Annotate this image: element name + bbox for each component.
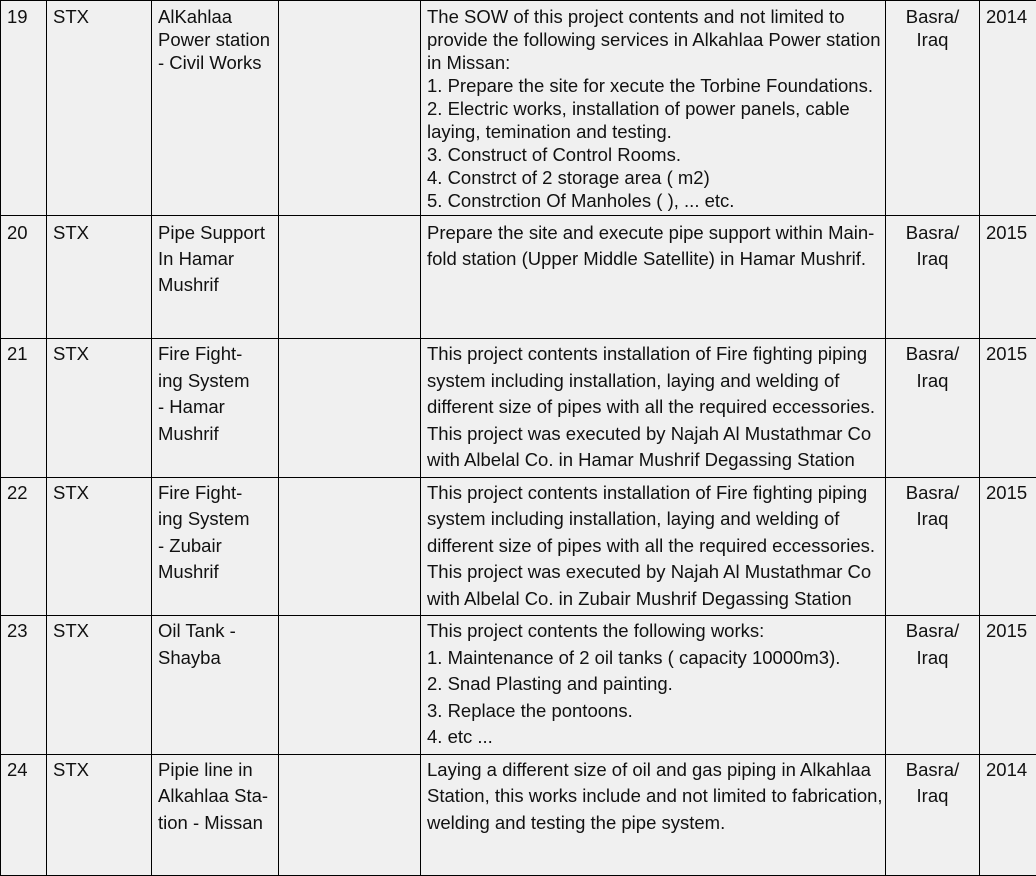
project-name-cell-line: Mushrif xyxy=(158,559,272,586)
project-name-cell-line: Power station xyxy=(158,28,272,51)
client-cell xyxy=(279,216,421,339)
location-cell-line: Basra/ xyxy=(892,220,973,246)
project-name-cell xyxy=(152,754,279,875)
project-name-cell-line: In Hamar xyxy=(158,246,272,272)
project-name-cell xyxy=(152,1,279,216)
description-cell-line: 1. Prepare the site for xecute the Torbine Foundations. xyxy=(427,74,879,97)
description-cell xyxy=(421,339,886,478)
description-cell xyxy=(421,216,886,339)
description-cell-line: Laying a different size of oil and gas piping in Alkahlaa xyxy=(427,757,879,784)
year-cell: 2014 xyxy=(980,1,1036,216)
description-cell-line: Prepare the site and execute pipe support within Main- xyxy=(427,220,879,246)
description-cell-line: welding and testing the pipe system. xyxy=(427,810,879,837)
project-name-cell-line: Alkahlaa Sta- xyxy=(158,783,272,810)
description-cell xyxy=(421,477,886,616)
row-number-cell: 23 xyxy=(1,616,47,755)
location-cell xyxy=(886,339,980,478)
description-cell-line: with Albelal Co. in Zubair Mushrif Degassing Station xyxy=(427,586,879,613)
projects-table-body xyxy=(1,1,1036,876)
description-cell-line: This project contents the following works: xyxy=(427,618,879,645)
project-name-cell-line: ing System xyxy=(158,368,272,395)
description-cell-line: This project contents installation of Fire fighting piping xyxy=(427,341,879,368)
client-cell xyxy=(279,1,421,216)
year-cell: 2015 xyxy=(980,339,1036,478)
project-name-cell-line: tion - Missan xyxy=(158,810,272,837)
row-number-cell: 22 xyxy=(1,477,47,616)
location-cell-line: Basra/ xyxy=(892,480,973,507)
description-cell-line: This project was executed by Najah Al Mustathmar Co xyxy=(427,421,879,448)
description-cell-line: system including installation, laying and welding of xyxy=(427,506,879,533)
client-cell xyxy=(279,477,421,616)
company-cell: STX xyxy=(47,754,152,875)
row-number-cell: 19 xyxy=(1,1,47,216)
location-cell-line: Iraq xyxy=(892,645,973,672)
project-name-cell-line: - Hamar xyxy=(158,394,272,421)
location-cell-line: Iraq xyxy=(892,783,973,810)
table-row xyxy=(1,339,1036,478)
location-cell-line: Iraq xyxy=(892,368,973,395)
project-name-cell-line: - Zubair xyxy=(158,533,272,560)
project-name-cell-line: Pipe Support xyxy=(158,220,272,246)
client-cell xyxy=(279,616,421,755)
row-number-cell: 21 xyxy=(1,339,47,478)
project-name-cell xyxy=(152,216,279,339)
project-name-cell-line: - Civil Works xyxy=(158,51,272,74)
company-cell: STX xyxy=(47,1,152,216)
project-name-cell-line: ing System xyxy=(158,506,272,533)
description-cell xyxy=(421,616,886,755)
description-cell-line: fold station (Upper Middle Satellite) in Hamar Mushrif. xyxy=(427,246,879,272)
description-cell-line: laying, temination and testing. xyxy=(427,120,879,143)
description-cell-line: different size of pipes with all the required eccessories. xyxy=(427,394,879,421)
location-cell xyxy=(886,216,980,339)
table-row xyxy=(1,1,1036,216)
client-cell xyxy=(279,754,421,875)
description-cell-line: 1. Maintenance of 2 oil tanks ( capacity 10000m3). xyxy=(427,645,879,672)
description-cell-line: This project was executed by Najah Al Mustathmar Co xyxy=(427,559,879,586)
table-row xyxy=(1,754,1036,875)
location-cell-line: Iraq xyxy=(892,506,973,533)
location-cell xyxy=(886,754,980,875)
project-name-cell-line: Mushrif xyxy=(158,421,272,448)
row-number-cell: 24 xyxy=(1,754,47,875)
location-cell-line: Basra/ xyxy=(892,757,973,784)
project-name-cell-line: Pipie line in xyxy=(158,757,272,784)
description-cell-line: 5. Constrction Of Manholes ( ), ... etc. xyxy=(427,189,879,212)
project-name-cell xyxy=(152,616,279,755)
location-cell-line: Basra/ xyxy=(892,5,973,28)
location-cell xyxy=(886,477,980,616)
table-row xyxy=(1,616,1036,755)
location-cell xyxy=(886,616,980,755)
project-name-cell-line: Fire Fight- xyxy=(158,480,272,507)
location-cell-line: Basra/ xyxy=(892,618,973,645)
project-name-cell-line: AlKahlaa xyxy=(158,5,272,28)
row-number-cell: 20 xyxy=(1,216,47,339)
description-cell-line: different size of pipes with all the required eccessories. xyxy=(427,533,879,560)
company-cell: STX xyxy=(47,616,152,755)
description-cell-line: 2. Electric works, installation of power panels, cable xyxy=(427,97,879,120)
table-row xyxy=(1,216,1036,339)
project-name-cell xyxy=(152,477,279,616)
description-cell-line: 3. Replace the pontoons. xyxy=(427,698,879,725)
project-name-cell-line: Fire Fight- xyxy=(158,341,272,368)
location-cell-line: Basra/ xyxy=(892,341,973,368)
company-cell: STX xyxy=(47,216,152,339)
description-cell-line: provide the following services in Alkahlaa Power station xyxy=(427,28,879,51)
project-name-cell-line: Oil Tank - xyxy=(158,618,272,645)
description-cell-line: 2. Snad Plasting and painting. xyxy=(427,671,879,698)
client-cell xyxy=(279,339,421,478)
location-cell xyxy=(886,1,980,216)
year-cell: 2014 xyxy=(980,754,1036,875)
location-cell-line: Iraq xyxy=(892,246,973,272)
description-cell xyxy=(421,1,886,216)
description-cell-line: This project contents installation of Fire fighting piping xyxy=(427,480,879,507)
table-row xyxy=(1,477,1036,616)
project-name-cell-line: Mushrif xyxy=(158,272,272,298)
project-name-cell-line: Shayba xyxy=(158,645,272,672)
company-cell: STX xyxy=(47,339,152,478)
description-cell-line: in Missan: xyxy=(427,51,879,74)
year-cell: 2015 xyxy=(980,477,1036,616)
location-cell-line: Iraq xyxy=(892,28,973,51)
description-cell xyxy=(421,754,886,875)
year-cell: 2015 xyxy=(980,216,1036,339)
description-cell-line: 3. Construct of Control Rooms. xyxy=(427,143,879,166)
description-cell-line: 4. Constrct of 2 storage area ( m2) xyxy=(427,166,879,189)
description-cell-line: 4. etc ... xyxy=(427,724,879,751)
description-cell-line: Station, this works include and not limited to fabrication, xyxy=(427,783,879,810)
description-cell-line: with Albelal Co. in Hamar Mushrif Degassing Station xyxy=(427,447,879,474)
description-cell-line: system including installation, laying and welding of xyxy=(427,368,879,395)
year-cell: 2015 xyxy=(980,616,1036,755)
project-name-cell xyxy=(152,339,279,478)
company-cell: STX xyxy=(47,477,152,616)
description-cell-line: The SOW of this project contents and not limited to xyxy=(427,5,879,28)
